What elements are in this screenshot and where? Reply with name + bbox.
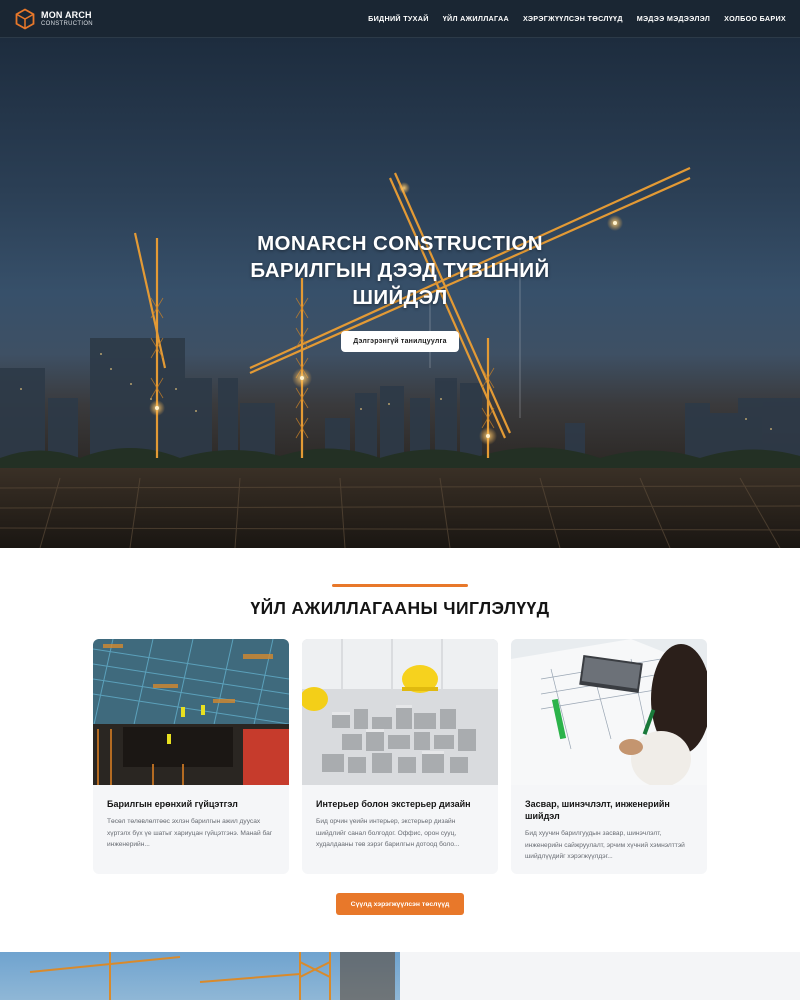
nav-link-news[interactable]: МЭДЭЭ МЭДЭЭЛЭЛ	[636, 14, 711, 23]
service-card-image	[302, 639, 498, 785]
logo-name: MON ARCH	[41, 9, 92, 20]
logo[interactable]	[14, 8, 93, 30]
nav-link-about[interactable]: БИДНИЙ ТУХАЙ	[368, 14, 429, 23]
service-card-image	[511, 639, 707, 785]
nav-link-contact[interactable]: ХОЛБОО БАРИХ	[724, 14, 786, 23]
service-card-description: Бид орчин үеийн интерьер, экстерьер дизайн шийдлийг санал болгодог. Оффис, орон сууц, худалдааны төв зэрэг барилгын дотоод боло...	[316, 818, 460, 848]
hero-banner	[0, 38, 800, 548]
services-section-title: ҮЙЛ АЖИЛЛАГААНЫ ЧИГЛЭЛҮҮД	[250, 598, 550, 618]
service-card-renovation-engineering[interactable]	[511, 639, 707, 874]
service-card-title: Засвар, шинэчлэлт, инженерийн шийдэл	[525, 799, 670, 821]
nav-link-projects[interactable]: ХЭРЭГЖҮҮЛСЭН ТӨСЛҮҮД	[522, 14, 623, 23]
next-section-panel	[400, 952, 800, 1000]
hero-title-line: ШИЙДЭЛ	[352, 286, 448, 309]
service-cards	[93, 639, 707, 874]
section-divider	[332, 584, 468, 587]
hero-title	[0, 230, 800, 311]
service-card-image	[93, 639, 289, 785]
next-section-image	[0, 952, 400, 1000]
service-card-description: Төсөл төлөвлөлтөөс эхлэн барилгын ажил дуусах хүртэлх бүх үе шатыг хариуцан гүйцэтгэнэ. Манай баг инженерийн...	[107, 818, 273, 848]
service-card-interior-exterior-design[interactable]	[302, 639, 498, 874]
hexagon-logo-icon	[14, 8, 36, 30]
hero-title-line: MONARCH CONSTRUCTION	[257, 232, 543, 255]
service-card-description: Бид хуучин барилгуудын засвар, шинэчлэлт, инженерийн сайжруулалт, эрчим хүчний хэмнэлттэй шийдлүүдийг хэрэгжүүлдэг...	[525, 830, 685, 860]
recent-projects-button[interactable]: Сүүлд хэрэгжүүлсэн төслүүд	[336, 893, 464, 915]
hero-details-button[interactable]: Дэлгэрэнгүй танилцуулга	[341, 331, 458, 352]
main-menu	[354, 14, 786, 23]
top-navbar	[0, 0, 800, 38]
nav-link-services[interactable]: ҮЙЛ АЖИЛЛАГАА	[442, 14, 509, 23]
service-card-title: Интерьер болон экстерьер дизайн	[316, 799, 471, 809]
hero-content	[0, 230, 800, 352]
service-card-general-contracting[interactable]	[93, 639, 289, 874]
service-card-title: Барилгын ерөнхий гүйцэтгэл	[107, 799, 238, 809]
logo-subtitle: CONSTRUCTION	[41, 20, 93, 27]
hero-title-line: БАРИЛГЫН ДЭЭД ТҮВШНИЙ	[250, 259, 550, 282]
